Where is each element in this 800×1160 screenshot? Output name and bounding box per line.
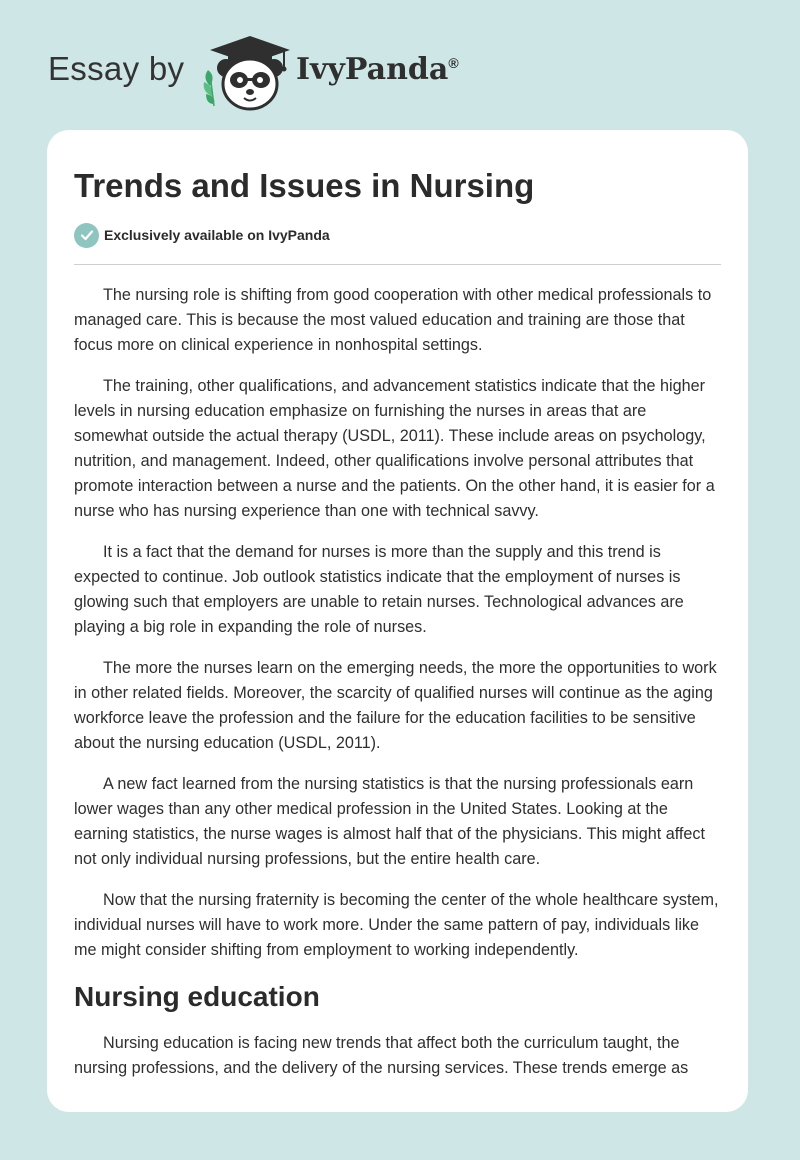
paragraph: Now that the nursing fraternity is becoming the center of the whole healthcare system, individual nurses will have to work more. Under the same pattern of pay, individuals like me might consider shifting from employment to working independently. (74, 891, 719, 959)
paragraph: The training, other qualifications, and advancement statistics indicate that the higher levels in nursing education emphasize on furnishing the nurses in areas that are somewhat outside the actual therapy (USDL, 2011). These include areas on psychology, nutrition, and management. Indeed, other qualifications involve personal attributes that promote interaction between a nurse and the patients. On the other hand, it is easier for a nurse who has nursing experience than one with technical savvy. (74, 377, 715, 520)
badge-text: Exclusively available on IvyPanda (104, 227, 330, 243)
paragraph: A new fact learned from the nursing statistics is that the nursing professionals earn lower wages than any other medical profession in the United States. Looking at the earning statistics, the nurse wages is almost half that of the physicians. This might affect not only individual nursing professions, but the entire health care. (74, 775, 706, 868)
article-title: Trends and Issues in Nursing (74, 167, 535, 204)
brand-name[interactable]: IvyPanda® (296, 52, 459, 87)
panda-graduate-icon[interactable] (200, 34, 292, 112)
site-header (0, 0, 800, 130)
brand-prefix: Essay by (48, 50, 185, 87)
article-body (74, 283, 721, 1081)
check-icon (74, 223, 99, 248)
paragraph: The more the nurses learn on the emerging needs, the more the opportunities to work in other related fields. Moreover, the scarcity of qualified nurses will continue as the aging workforce leave the profession and the failure for the education facilities to be sensitive about the nursing education (USDL, 2011). (74, 659, 717, 752)
paragraph: It is a fact that the demand for nurses is more than the supply and this trend is expected to continue. Job outlook statistics indicate that the employment of nurses is glowing such that employers are unable to retain nurses. Technological advances are playing a big role in expanding the role of nurses. (74, 543, 684, 636)
divider (74, 264, 721, 265)
section-heading: Nursing education (74, 981, 320, 1012)
article-card (47, 130, 748, 1112)
paragraph: The nursing role is shifting from good cooperation with other medical professionals to managed care. This is because the most valued education and training are those that focus more on clinical experience in nonhospital settings. (74, 286, 712, 354)
registered-mark: ® (448, 55, 459, 71)
paragraph: Nursing education is facing new trends that affect both the curriculum taught, the nursing professions, and the delivery of the nursing services. These trends emerge as (74, 1034, 689, 1077)
exclusive-badge (74, 222, 721, 248)
